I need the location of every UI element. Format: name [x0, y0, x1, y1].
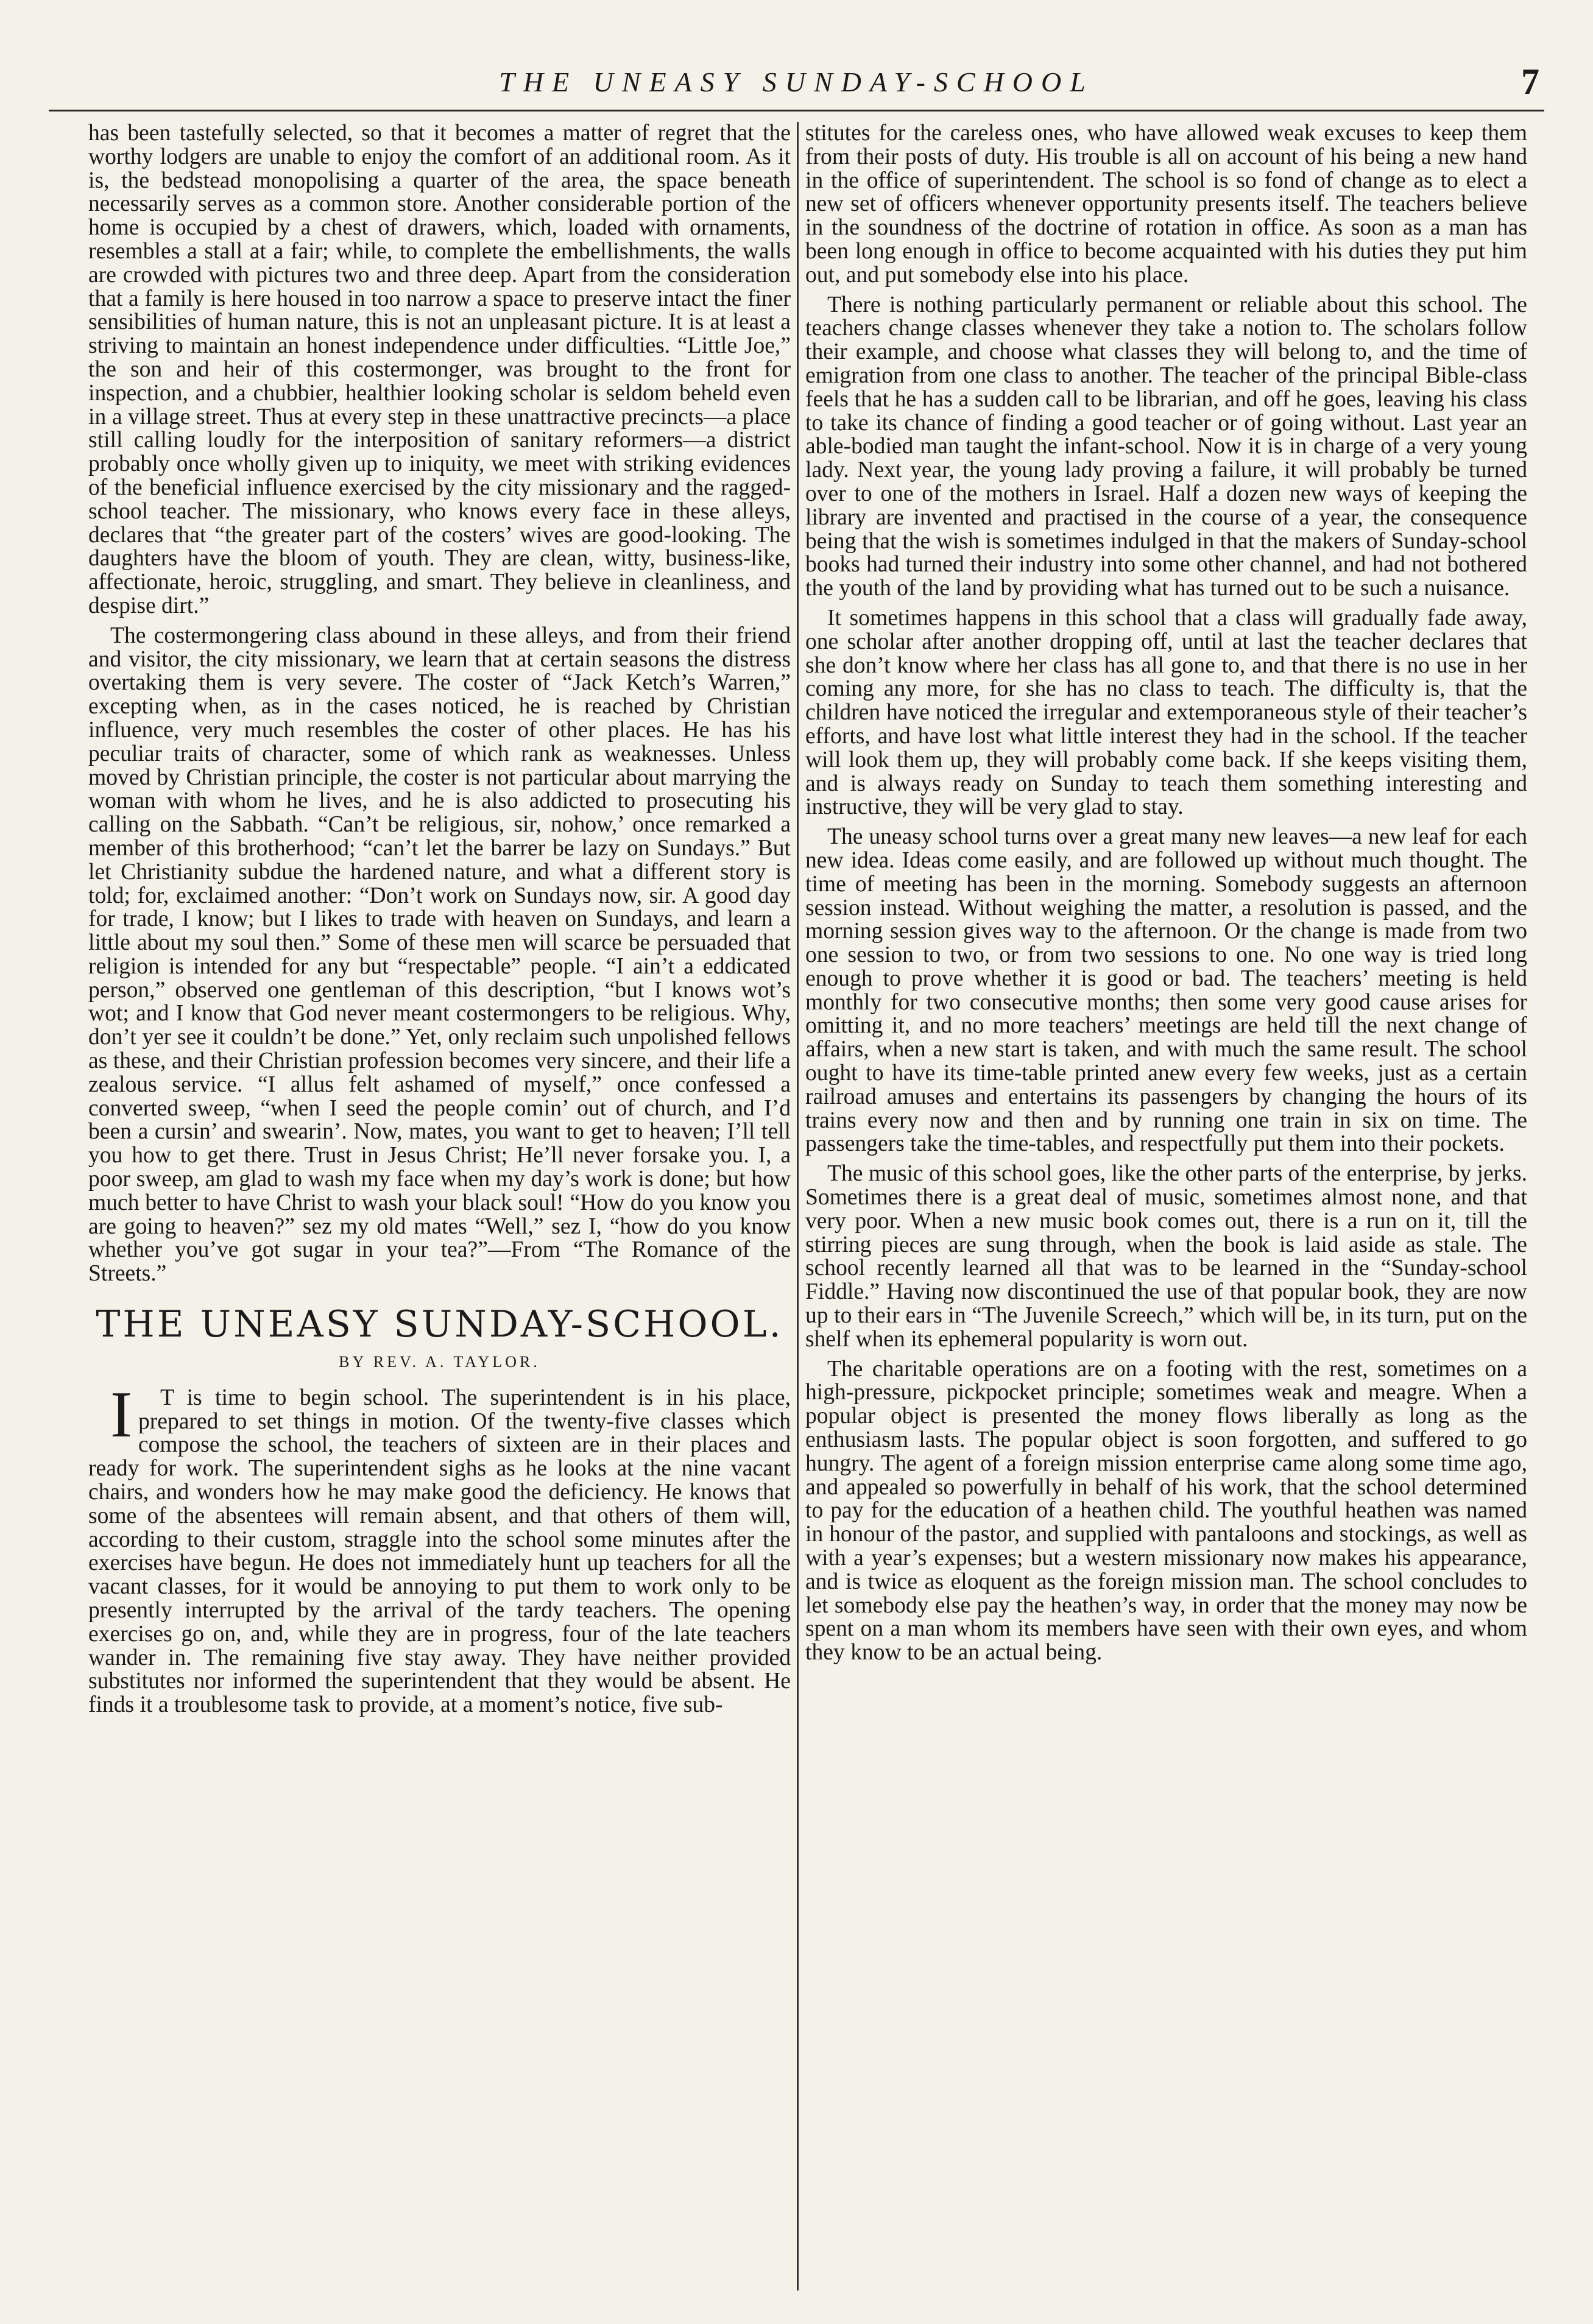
article-byline: BY REV. A. TAYLOR. — [339, 1353, 540, 1371]
running-head — [0, 0, 1593, 122]
column-divider — [797, 122, 799, 2290]
drop-cap: I — [110, 1378, 132, 1451]
paragraph-text: T is time to begin school. The superintendent is in his place, prepared to set things in motion. Of the twenty-five classes which compose the school, the teachers of sixteen are in their places and ready for work. The superintendent sighs as he looks at the nine vacant chairs, and wonders how he may make good the deficiency. He knows that some of the absentees will remain absent, and that others of them will, according to their custom, straggle into the school some minutes after the exercises have begun. He does not immediately hunt up teachers for all the vacant classes, for it would be annoying to put them to work only to be presently interrupted by the arrival of the tardy teachers. The opening exercises go on, and, while they are in progress, four of the late teachers wander in. The remaining five stay away. They have neither provided substitutes nor informed the superintendent that they would be absent. He finds it a troublesome task to provide, at a moment’s notice, five sub- — [88, 1385, 791, 1718]
left-column — [88, 122, 791, 2290]
paragraph: It sometimes happens in this school that a class will gradually fade away, one scholar after another dropping off, until at last the teacher declares that she don’t know where her class has all gone to, and that there is no use in her coming any more, for she has no class to teach. The difficulty is, that the children have noticed the irregular and extemporaneous style of their teacher’s efforts, and have lost what little interest they had in the school. If the teacher will look them up, they will probably come back. If she keeps visiting them, and is always ready on Sunday to teach them something interesting and instructive, they will be very glad to stay. — [805, 605, 1527, 820]
paragraph: The charitable operations are on a footing with the rest, sometimes on a high-pressure, pickpocket principle; sometimes weak and meagre. When a popular object is presented the money flows liberally as long as the enthusiasm lasts. The popular object is soon forgotten, and suffered to go hungry. The agent of a foreign mission enterprise came along some time ago, and appealed so powerfully in behalf of his work, that the school determined to pay for the education of a heathen child. The youthful heathen was named in honour of the pastor, and supplied with pantaloons and stockings, as well as with a year’s expenses; but a western missionary now makes his appearance, and is twice as eloquent as the foreign mission man. The school concludes to let somebody else pay the heathen’s way, in order that the money may now be spent on a man whom its members have seen with their own eyes, and whom they know to be an actual being. — [805, 1356, 1527, 1665]
right-column — [805, 122, 1527, 2290]
paragraph: The music of this school goes, like the other parts of the enterprise, by jerks. Sometimes there is a great deal of music, sometimes almost none, and that very poor. When a new music book comes out, there is a run on it, till the stirring pieces are sung through, when the book is laid aside as stale. The school recently learned all that was to be learned in the “Sunday-school Fiddle.” Having now discontinued the use of that popular book, they are now up to their ears in “The Juvenile Screech,” which will be, in its turn, put on the shelf when its ephemeral popularity is worn out. — [805, 1161, 1527, 1352]
paragraph: has been tastefully selected, so that it becomes a matter of regret that the worthy lodgers are unable to enjoy the comfort of an additional room. As it is, the bedstead monopolising a quarter of the area, the space beneath necessarily serves as a common store. Another considerable portion of the home is occupied by a chest of drawers, which, loaded with ornaments, resembles a stall at a fair; while, to complete the embellishments, the walls are crowded with pictures two and three deep. Apart from the consideration that a family is here housed in too narrow a space to preserve intact the finer sensibilities of human nature, this is not an unpleasant picture. It is at least a striving to maintain an honest independence under difficulties. “Little Joe,” the son and heir of this costermonger, was brought to the front for inspection, and a chubbier, healthier looking scholar is seldom beheld even in a village street. Thus at every step in these unattractive precincts—a place still calling loudly for the interposition of sanitary reformers—a district probably once wholly given up to iniquity, we meet with striking evidences of the beneficial influence exercised by the city missionary and the ragged-school teacher. The missionary, who knows every face in these alleys, declares that “the greater part of the costers’ wives are good-looking. The daughters have the bloom of youth. They are clean, witty, business-like, affectionate, heroic, struggling, and smart. They believe in cleanliness, and despise dirt.” — [88, 122, 791, 618]
running-title: THE UNEASY SUNDAY-SCHOOL — [499, 66, 1094, 97]
paragraph: The costermongering class abound in these alleys, and from their friend and visitor, the city missionary, we learn that at certain seasons the distress overtaking them is very severe. The coster of “Jack Ketch’s Warren,” excepting when, as in the cases noticed, he is reached by Christian influence, very much resembles the coster of other places. He has his peculiar traits of character, some of which rank as weaknesses. Unless moved by Christian principle, the coster is not particular about marrying the woman with whom he lives, and he is also addicted to prosecuting his calling on the Sabbath. “Can’t be religious, sir, nohow,’ once remarked a member of this brotherhood; “can’t let the barrer be lazy on Sundays.” But let Christianity subdue the hardened nature, and what a different story is told; for, exclaimed another: “Don’t work on Sundays now, sir. A good day for trade, I know; but I likes to trade with heaven on Sundays, and learn a little about my soul then.” Some of these men will scarce be persuaded that religion is intended for any but “respectable” people. “I ain’t a eddicated person,” observed one gentleman of this description, “but I knows wot’s wot; and I know that God never meant costermongers to be religious. Why, don’t yer see it couldn’t be done.” Yet, only reclaim such unpolished fellows as these, and their Christian profession becomes very sincere, and their life a zealous service. “I allus felt ashamed of myself,” once confessed a converted sweep, “when I seed the people comin’ out of church, and I’d been a cursin’ and swearin’. Now, mates, you want to get to heaven; I’ll tell you how to get there. Trust in Jesus Christ; He’ll never forsake you. I, a poor sweep, am glad to wash my face when my day’s work is done; but how much better to have Christ to wash your black soul! “How do you know you are going to heaven?” sez my old mates “Well,” sez I, “how do you know whether you’ve got sugar in your tea?”—From “The Romance of the Streets.” — [88, 623, 791, 1287]
page-number: 7 — [1521, 62, 1539, 102]
article-opening-paragraph — [88, 1378, 791, 1718]
paragraph: There is nothing particularly permanent or reliable about this school. The teachers change classes whenever they take a notion to. The scholars follow their example, and choose what classes they will belong to, and the time of emigration from one class to another. The teacher of the principal Bible-class feels that he has a sudden call to be librarian, and off he goes, leaving his class to take its chance of finding a good teacher or of going without. Last year an able-bodied man taught the infant-school. Now it is in charge of a very young lady. Next year, the young lady proving a failure, it will probably be turned over to one of the mothers in Israel. Half a dozen new ways of keeping the library are invented and practised in the course of a year, the consequence being that the wish is sometimes indulged in that the makers of Sunday-school books had turned their industry into some other channel, and had not bothered the youth of the land by providing what has turned out to be such a nuisance. — [805, 292, 1527, 601]
header-rule — [49, 110, 1544, 111]
paragraph: stitutes for the careless ones, who have allowed weak excuses to keep them from their posts of duty. His trouble is all on account of his being a new hand in the office of superintendent. The school is so fond of change as to elect a new set of officers whenever opportunity presents itself. The teachers believe in the soundness of the doctrine of rotation in office. As soon as a man has been long enough in office to become acquainted with his duties they put him out, and put somebody else into his place. — [805, 122, 1527, 288]
paragraph: The uneasy school turns over a great many new leaves—a new leaf for each new idea. Ideas come easily, and are followed up without much thought. The time of meeting has been in the morning. Somebody suggests an afternoon session instead. Without weighing the matter, a resolution is passed, and the morning session gives way to the afternoon. Or the change is made from two one session to two, or from two sessions to one. No one way is tried long enough to prove whether it is good or bad. The teachers’ meeting is held monthly for two consecutive months; then some very good cause arises for omitting it, and no more teachers’ meetings are held till the next change of affairs, when a new start is taken, and with much the same result. The school ought to have its time-table printed anew every few weeks, just as a certain railroad amuses and entertains its passengers by changing the hours of its trains every now and then and by running one train in six on time. The passengers take the time-tables, and respectfully put them into their pockets. — [805, 824, 1527, 1157]
article-title: THE UNEASY SUNDAY-SCHOOL. — [96, 1303, 783, 1346]
